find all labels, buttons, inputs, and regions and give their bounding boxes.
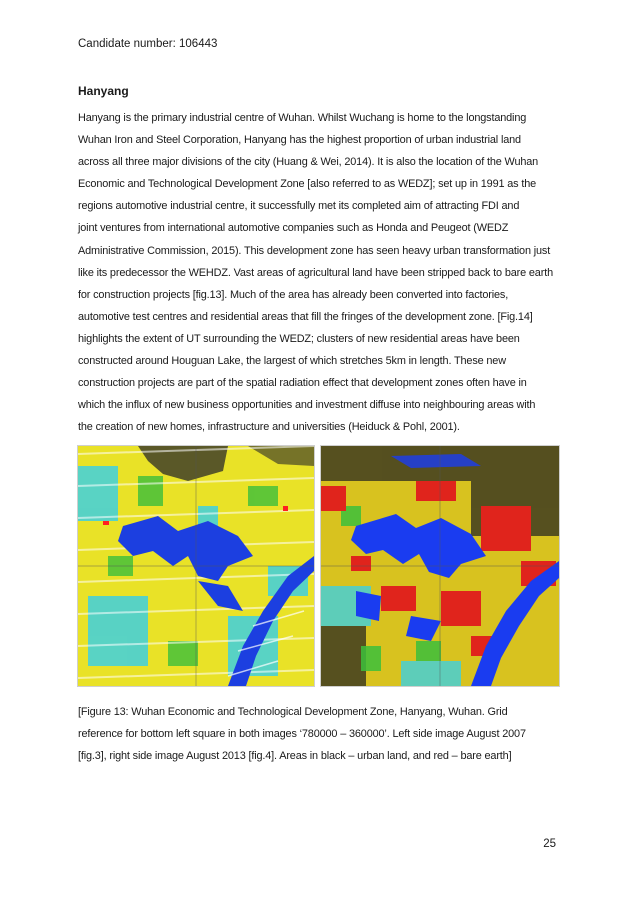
satellite-image-2013-graphic — [321, 446, 559, 686]
body-paragraph — [78, 107, 564, 438]
body-line: Wuhan Iron and Steel Corporation, Hanyang has the highest proportion of urban industrial land — [78, 134, 521, 147]
body-line: construction projects are part of the spatial radiation effect that development zones often have in — [78, 377, 527, 390]
body-line: Economic and Technological Development Zone [also referred to as WEDZ]; set up in 1991 as the — [78, 178, 537, 191]
caption-line: reference for bottom left square in both images ‘780000 – 360000’. Left side image August 2007 — [78, 728, 526, 741]
body-line: constructed around Houguan Lake, the largest of which stretches 5km in length. These new — [78, 355, 506, 368]
body-line: for construction projects [fig.13]. Much of the area has already been converted into factories, — [78, 288, 509, 301]
body-line: which the influx of new business opportunities and investment diffuse into neighbouring areas with — [78, 399, 536, 412]
body-line: Hanyang is the primary industrial centre of Wuhan. Whilst Wuchang is home to the longstanding — [78, 112, 527, 124]
body-line: across all three major divisions of the city (Huang & Wei, 2014). It is also the location of the Wuhan — [78, 156, 539, 169]
satellite-image-2007 — [77, 445, 315, 687]
body-line: Administrative Commission, 2015). This development zone has seen heavy urban transformation just — [78, 244, 551, 257]
body-line: like its predecessor the WEHDZ. Vast areas of agricultural land have been stripped back to bare earth — [78, 266, 553, 279]
page-number: 25 — [543, 838, 556, 850]
body-line: joint ventures from international automotive companies such as Honda and Peugeot (WEDZ — [78, 222, 509, 235]
candidate-number: Candidate number: 106443 — [78, 38, 218, 50]
section-heading: Hanyang — [78, 84, 129, 98]
body-line: highlights the extent of UT surrounding the WEDZ; clusters of new residential areas have been — [78, 332, 520, 345]
body-line: regions automotive industrial centre, it successfully met its completed aim of attracting FDI and — [78, 200, 520, 213]
satellite-image-2007-graphic — [78, 446, 314, 686]
body-line: the creation of new homes, infrastructure and universities (Heiduck & Pohl, 2001). — [78, 421, 460, 434]
body-line: automotive test centres and residential areas that fill the fringes of the development zone. [Fig.14] — [78, 310, 533, 323]
figure-caption — [78, 701, 564, 767]
caption-line: [fig.3], right side image August 2013 [fig.4]. Areas in black – urban land, and red – bare earth] — [78, 750, 512, 763]
satellite-image-2013 — [320, 445, 560, 687]
caption-line: [Figure 13: Wuhan Economic and Technological Development Zone, Hanyang, Wuhan. Grid — [78, 706, 508, 718]
